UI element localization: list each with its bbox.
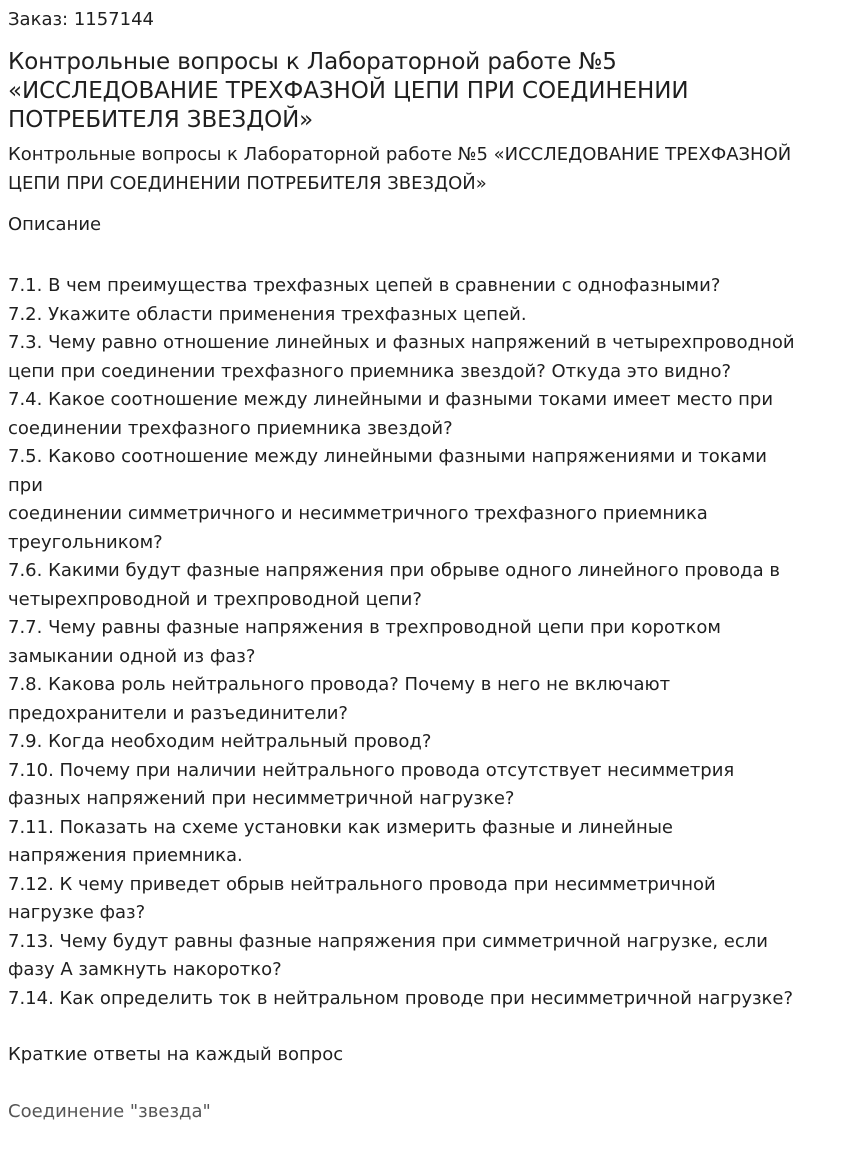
answers-label: Краткие ответы на каждый вопрос: [8, 1044, 344, 1065]
question-line: соединении симметричного и несимметричного трехфазного приемника: [8, 503, 708, 524]
subtitle-line: ЦЕПИ ПРИ СОЕДИНЕНИИ ПОТРЕБИТЕЛЯ ЗВЕЗДОЙ»: [8, 172, 487, 194]
question-line: 7.7. Чему равны фазные напряжения в трехпроводной цепи при коротком: [8, 617, 721, 638]
question-line: соединении трехфазного приемника звездой?: [8, 417, 453, 439]
question-line: 7.4. Какое соотношение между линейными и фазными токами имеет место при: [8, 389, 774, 410]
page-subtitle: [8, 141, 842, 198]
question-item: [8, 329, 842, 386]
question-item: [8, 928, 842, 985]
question-line: замыкании одной из фаз?: [8, 645, 256, 667]
question-line: напряжения приемника.: [8, 845, 243, 866]
description-label: Описание: [8, 214, 102, 235]
title-line: «ИССЛЕДОВАНИЕ ТРЕХФАЗНОЙ ЦЕПИ ПРИ СОЕДИНЕНИИ: [8, 78, 689, 104]
question-line: 7.1. В чем преимущества трехфазных цепей в сравнении с однофазными?: [8, 275, 721, 296]
question-item: [8, 671, 842, 728]
question-line: 7.3. Чему равно отношение линейных и фазных напряжений в четырехпроводной: [8, 332, 795, 353]
document-page: [8, 8, 842, 1126]
question-line: 7.10. Почему при наличии нейтрального провода отсутствует несимметрия: [8, 759, 735, 781]
question-item: [8, 757, 842, 814]
question-item: [8, 814, 842, 871]
question-line: 7.13. Чему будут равны фазные напряжения при симметричной нагрузке, если: [8, 930, 768, 952]
question-item: [8, 557, 842, 614]
question-line: 7.9. Когда необходим нейтральный провод?: [8, 731, 432, 752]
question-item: [8, 985, 842, 1014]
question-line: цепи при соединении трехфазного приемника звездой? Откуда это видно?: [8, 360, 732, 382]
question-line: фазу А замкнуть накоротко?: [8, 959, 282, 980]
question-line: четырехпроводной и трехпроводной цепи?: [8, 588, 422, 610]
question-item: [8, 443, 842, 557]
question-line: 7.6. Какими будут фазные напряжения при обрыве одного линейного провода в: [8, 560, 780, 581]
star-connection-link[interactable]: Соединение "звезда": [8, 1100, 211, 1122]
question-line: при: [8, 474, 43, 496]
question-line: предохранители и разъединители?: [8, 702, 348, 724]
subtitle-line: Контрольные вопросы к Лабораторной работе №5 «ИССЛЕДОВАНИЕ ТРЕХФАЗНОЙ: [8, 144, 792, 165]
question-line: 7.5. Каково соотношение между линейными фазными напряжениями и токами: [8, 446, 767, 467]
question-line: нагрузке фаз?: [8, 902, 146, 923]
question-line: 7.11. Показать на схеме установки как измерить фазные и линейные: [8, 816, 673, 838]
question-line: 7.8. Какова роль нейтрального провода? Почему в него не включают: [8, 674, 671, 695]
question-item: [8, 728, 842, 757]
question-item: [8, 301, 842, 330]
question-item: [8, 386, 842, 443]
question-item: [8, 272, 842, 301]
question-item: [8, 614, 842, 671]
order-number: Заказ: 1157144: [8, 9, 154, 30]
question-line: 7.14. Как определить ток в нейтральном проводе при несимметричной нагрузке?: [8, 987, 794, 1009]
question-item: [8, 871, 842, 928]
question-line: 7.2. Укажите области применения трехфазных цепей.: [8, 303, 527, 325]
title-line: ПОТРЕБИТЕЛЯ ЗВЕЗДОЙ»: [8, 107, 314, 133]
question-line: 7.12. К чему приведет обрыв нейтрального провода при несимметричной: [8, 873, 716, 895]
question-line: треугольником?: [8, 531, 163, 553]
questions-list: [8, 272, 842, 1013]
question-line: фазных напряжений при несимметричной нагрузке?: [8, 788, 515, 809]
page-title: [8, 48, 842, 135]
title-line: Контрольные вопросы к Лабораторной работе №5: [8, 49, 617, 75]
